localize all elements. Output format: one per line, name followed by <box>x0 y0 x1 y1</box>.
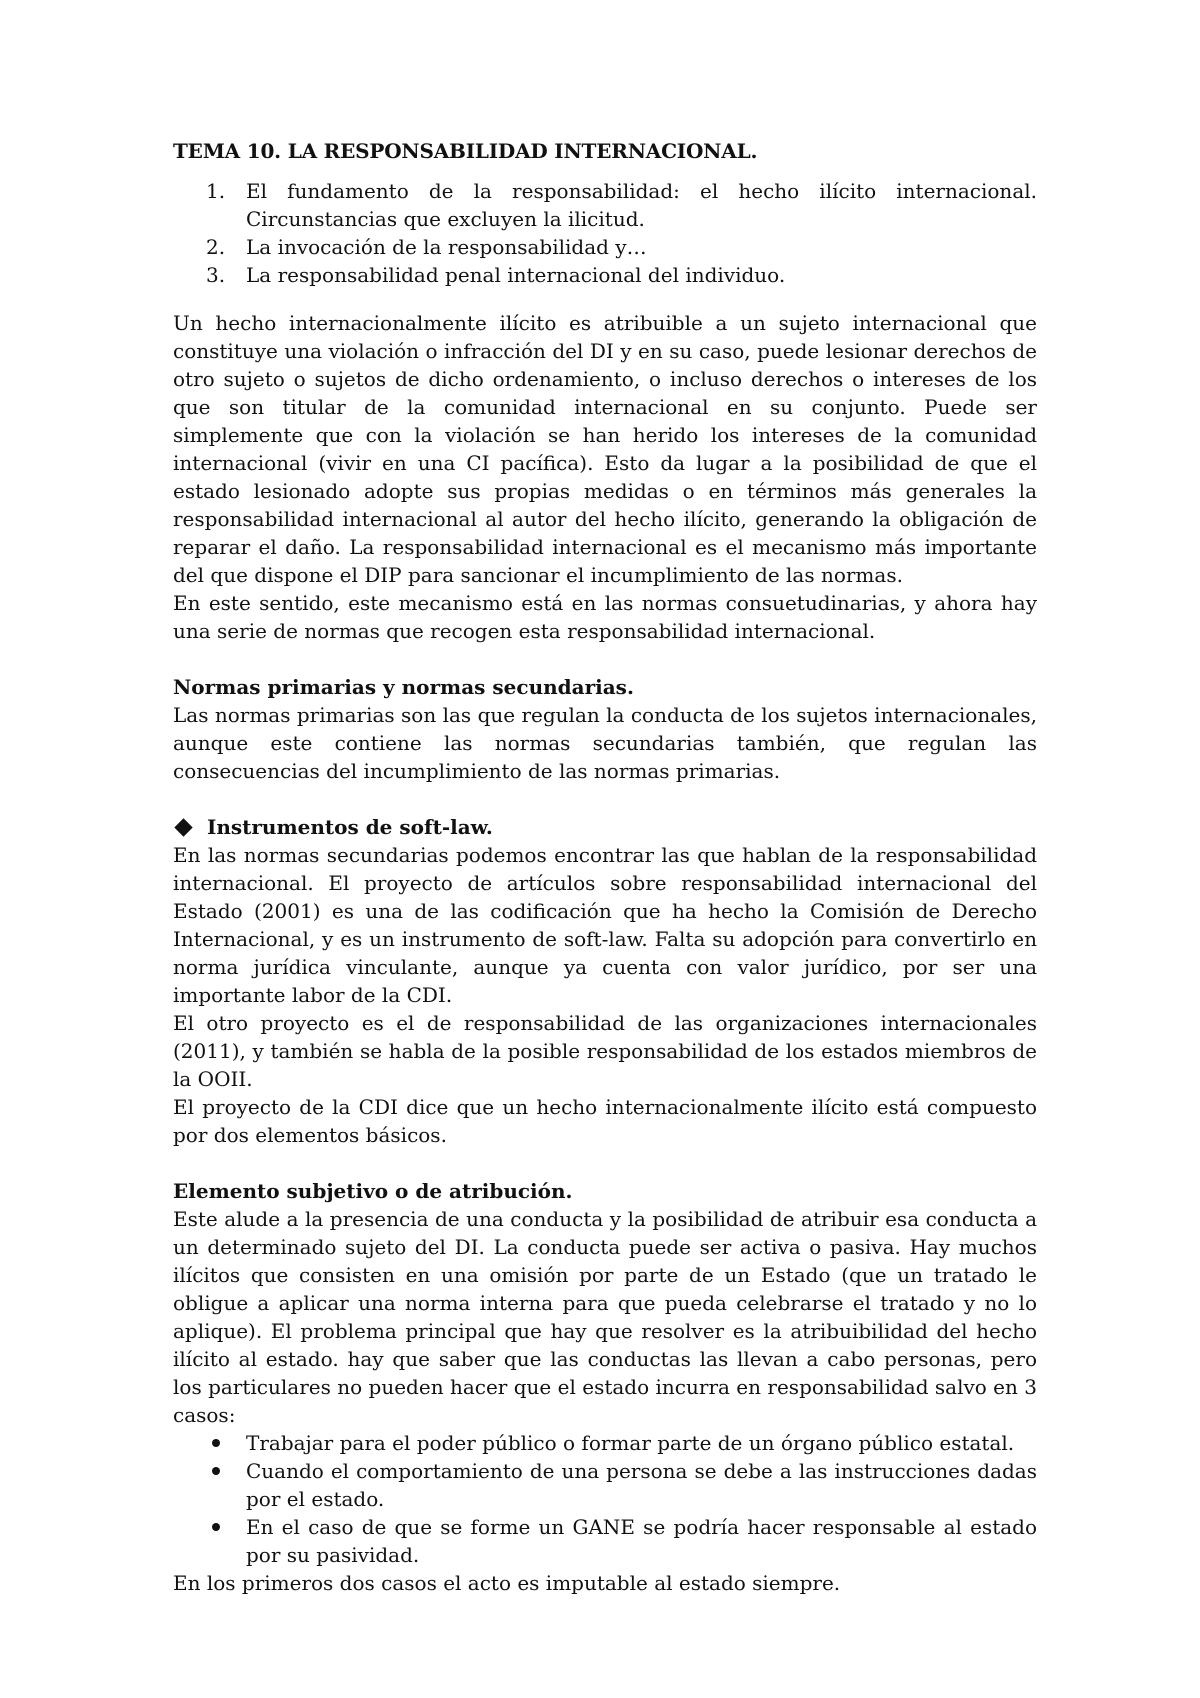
outline-item <box>173 233 1037 261</box>
document-page <box>173 137 1037 1597</box>
section-heading-softlaw-text: Instrumentos de soft-law. <box>207 815 493 839</box>
bullet-text: En el caso de que se forme un GANE se podría hacer responsable al estado por su pasividad. <box>246 1515 1037 1567</box>
normas-paragraph: Las normas primarias son las que regulan la conducta de los sujetos internacionales, aunque este contiene las normas secundarias también, que regulan las consecuencias del incumplimiento de las normas primarias. <box>173 703 1037 783</box>
bullet-dot-icon <box>212 1439 220 1447</box>
document-title: TEMA 10. LA RESPONSABILIDAD INTERNACIONAL. <box>173 139 758 163</box>
softlaw-paragraph: En las normas secundarias podemos encontrar las que hablan de la responsabilidad internacional. El proyecto de artículos sobre responsabilidad internacional del Estado (2001) es una de las codificación que ha hecho la Comisión de Derecho Internacional, y es un instrumento de soft-law. Falta su adopción para convertirlo en norma jurídica vinculante, aunque ya cuenta con valor jurídico, por ser una importante labor de la CDI. <box>173 843 1037 1007</box>
section-heading-softlaw <box>173 813 1037 841</box>
softlaw-paragraph: El otro proyecto es el de responsabilidad de las organizaciones internacionales (2011), y también se habla de la posible responsabilidad de los estados miembros de la OOII. <box>173 1011 1037 1091</box>
intro-paragraph: Un hecho internacionalmente ilícito es atribuible a un sujeto internacional que constituye una violación o infracción del DI y en su caso, puede lesionar derechos de otro sujeto o sujetos de dicho ordenamiento, o incluso derechos o intereses de los que son titular de la comunidad internacional en su conjunto. Puede ser simplemente que con la violación se han herido los intereses de la comunidad internacional (vivir en una CI pacífica). Esto da lugar a la posibilidad de que el estado lesionado adopte sus propias medidas o en términos más generales la responsabilidad internacional al autor del hecho ilícito, generando la obligación de reparar el daño. La responsabilidad internacional es el mecanismo más importante del que dispone el DIP para sancionar el incumplimiento de las normas. <box>173 311 1037 587</box>
outline-number: 2. <box>206 235 226 259</box>
outline-number: 1. <box>206 179 226 203</box>
softlaw-paragraph: El proyecto de la CDI dice que un hecho internacionalmente ilícito está compuesto por dos elementos básicos. <box>173 1095 1037 1147</box>
elemento-paragraph: Este alude a la presencia de una conducta y la posibilidad de atribuir esa conducta a un determinado sujeto del DI. La conducta puede ser activa o pasiva. Hay muchos ilícitos que consisten en una omisión por parte de un Estado (que un tratado le obligue a aplicar una norma interna para que pueda celebrarse el tratado y no lo aplique). El problema principal que hay que resolver es la atribuibilidad del hecho ilícito al estado. hay que saber que las conductas las llevan a cabo personas, pero los particulares no pueden hacer que el estado incurra en responsabilidad salvo en 3 casos: <box>173 1207 1037 1427</box>
outline-text: La invocación de la responsabilidad y… <box>246 235 647 259</box>
diamond-bullet-icon <box>174 818 192 836</box>
outline-text: La responsabilidad penal internacional del individuo. <box>246 263 786 287</box>
bullet-dot-icon <box>212 1467 220 1475</box>
elemento-paragraph: En los primeros dos casos el acto es imputable al estado siempre. <box>173 1571 841 1595</box>
bullet-dot-icon <box>212 1523 220 1531</box>
outline-text: El fundamento de la responsabilidad: el hecho ilícito internacional. Circunstancias que excluyen la ilicitud. <box>246 179 1037 231</box>
bullet-text: Trabajar para el poder público o formar parte de un órgano público estatal. <box>246 1431 1015 1455</box>
elemento-bullet-list <box>173 1429 1037 1569</box>
outline-number: 3. <box>206 263 226 287</box>
section-heading-normas: Normas primarias y normas secundarias. <box>173 675 634 699</box>
bullet-text: Cuando el comportamiento de una persona se debe a las instrucciones dadas por el estado. <box>246 1459 1037 1511</box>
outline-list <box>173 177 1037 289</box>
section-heading-elemento: Elemento subjetivo o de atribución. <box>173 1179 573 1203</box>
bullet-item <box>173 1513 1037 1569</box>
bullet-item <box>173 1429 1037 1457</box>
outline-item <box>173 261 1037 289</box>
outline-item <box>173 177 1037 233</box>
bullet-item <box>173 1457 1037 1513</box>
intro-paragraph: En este sentido, este mecanismo está en las normas consuetudinarias, y ahora hay una serie de normas que recogen esta responsabilidad internacional. <box>173 591 1037 643</box>
